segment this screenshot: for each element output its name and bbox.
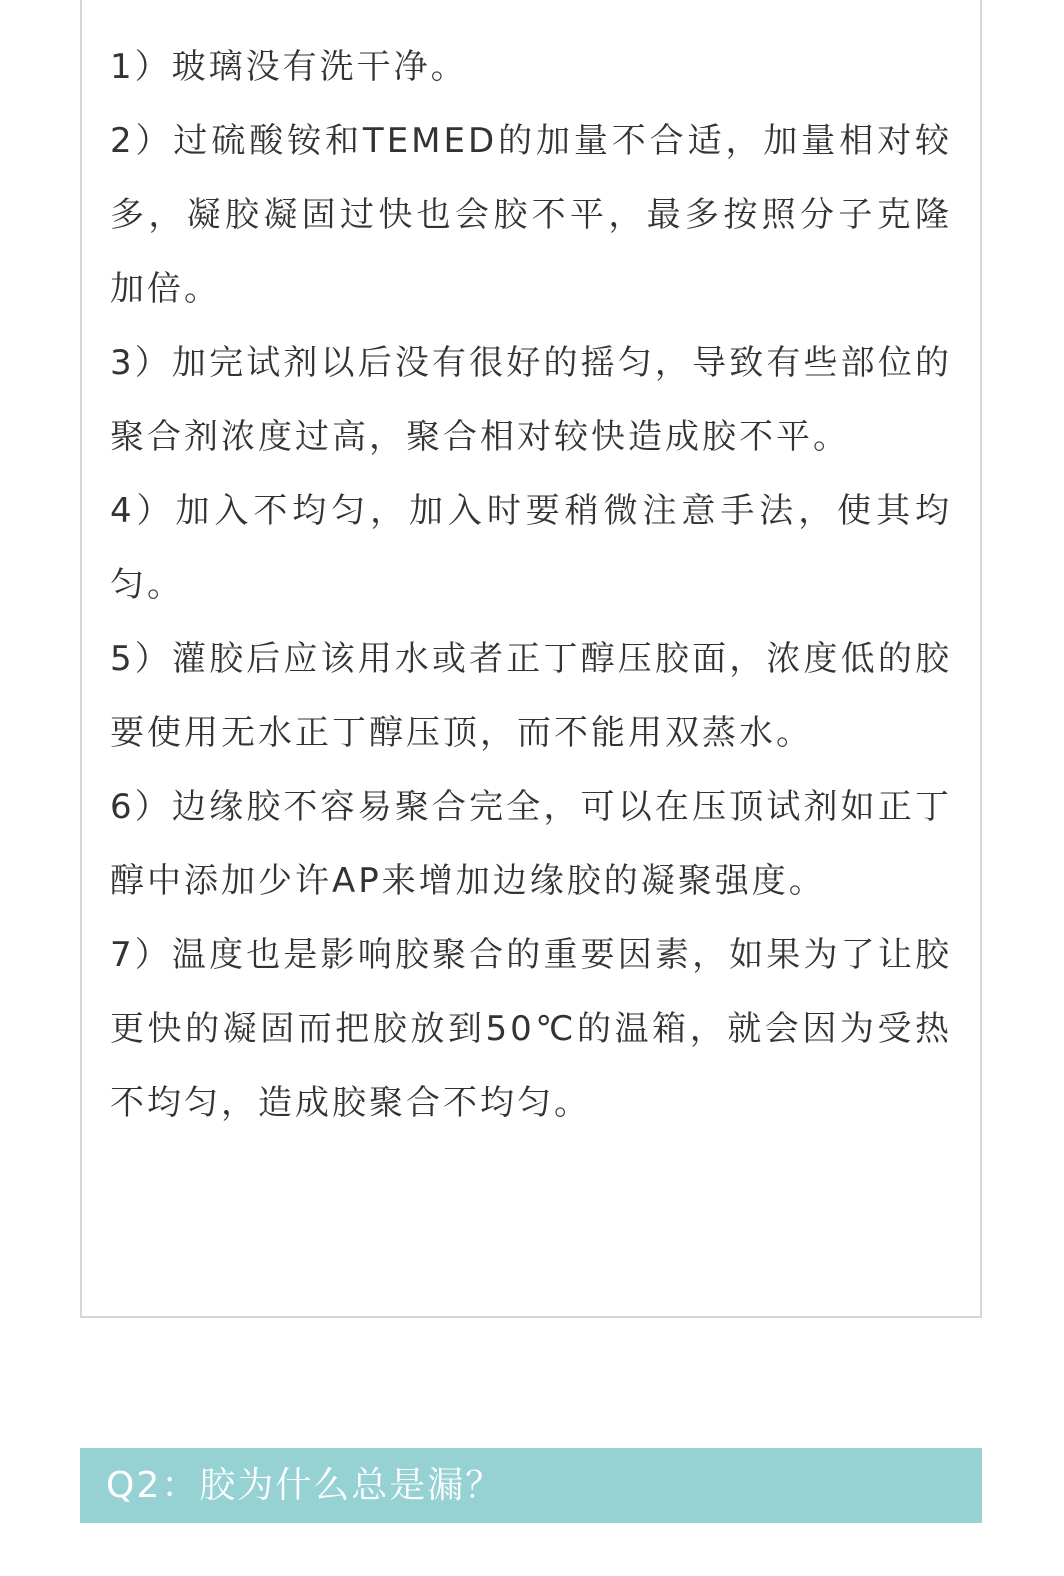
answer-item-2: 2）过硫酸铵和TEMED的加量不合适，加量相对较多，凝胶凝固过快也会胶不平，最多按照分子克隆加倍。 — [110, 121, 952, 309]
answer-item-1: 1）玻璃没有洗干净。 — [110, 47, 468, 87]
answer-list — [110, 30, 952, 1140]
answer-item-4: 4）加入不均匀，加入时要稍微注意手法，使其均匀。 — [110, 491, 952, 605]
answer-item-5: 5）灌胶后应该用水或者正丁醇压胶面，浓度低的胶要使用无水正丁醇压顶，而不能用双蒸水。 — [110, 639, 952, 753]
answer-item-3: 3）加完试剂以后没有很好的摇匀，导致有些部位的聚合剂浓度过高，聚合相对较快造成胶不平。 — [110, 343, 952, 457]
question-title: Q2：胶为什么总是漏？ — [106, 1465, 504, 1506]
answer-item-7: 7）温度也是影响胶聚合的重要因素，如果为了让胶更快的凝固而把胶放到50℃的温箱，就会因为受热不均匀，造成胶聚合不均匀。 — [110, 935, 952, 1123]
answer-box — [80, 0, 982, 1318]
answer-item-6: 6）边缘胶不容易聚合完全，可以在压顶试剂如正丁醇中添加少许AP来增加边缘胶的凝聚强度。 — [110, 787, 952, 901]
question-header-bar — [80, 1448, 982, 1523]
